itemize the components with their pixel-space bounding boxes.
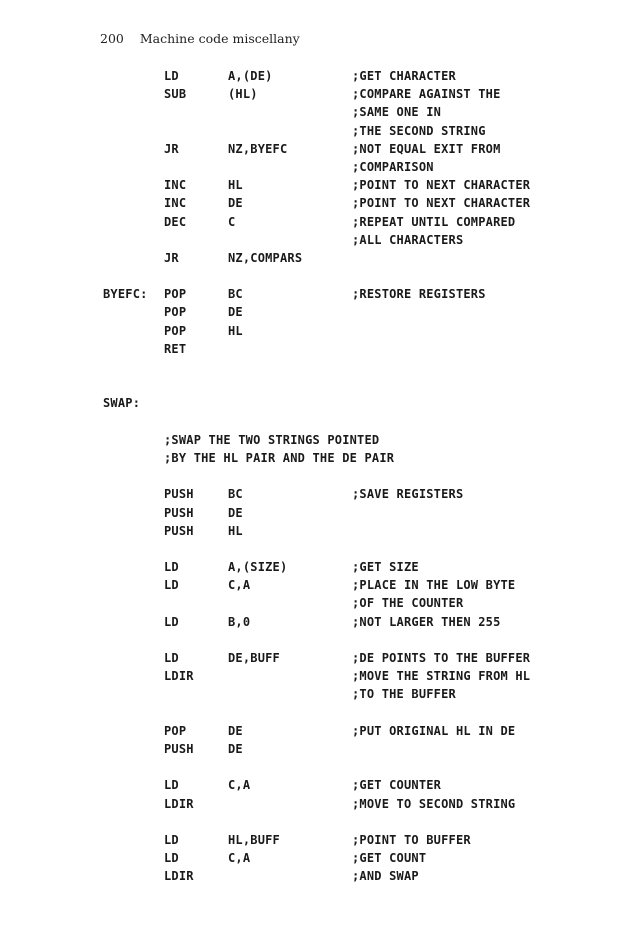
- opcode: PUSH: [164, 741, 194, 756]
- code-line: [0, 849, 630, 867]
- opcode: INC: [164, 196, 187, 211]
- blank-line: [0, 358, 630, 376]
- comment: ;GET COUNTER: [352, 778, 442, 793]
- comment: ;NOT EQUAL EXIT FROM: [352, 141, 501, 156]
- comment: ;ALL CHARACTERS: [352, 232, 464, 247]
- comment: ;POINT TO NEXT CHARACTER: [352, 196, 531, 211]
- comment: ;SAVE REGISTERS: [352, 487, 464, 502]
- opcode: POP: [164, 287, 187, 302]
- operand: DE: [228, 305, 243, 320]
- operand: DE,BUFF: [228, 651, 280, 665]
- comment: ;PUT ORIGINAL HL IN DE: [352, 723, 516, 738]
- code-line: [0, 67, 630, 85]
- opcode: PUSH: [164, 505, 194, 520]
- comment: ;DE POINTS TO THE BUFFER: [352, 651, 531, 665]
- code-line: [0, 303, 630, 321]
- opcode: LDIR: [164, 869, 194, 884]
- opcode: LD: [164, 851, 179, 866]
- code-line: [0, 576, 630, 594]
- operand: DE: [228, 723, 243, 738]
- operand: HL: [228, 323, 243, 338]
- label: BYEFC:: [103, 287, 148, 302]
- comment: ;THE SECOND STRING: [352, 123, 486, 138]
- comment: ;GET COUNT: [352, 851, 427, 866]
- operand: DE: [228, 505, 243, 520]
- code-line: [0, 285, 630, 303]
- code-line: [0, 795, 630, 813]
- blank-line: [0, 376, 630, 394]
- chapter-title: Machine code miscellany: [139, 31, 300, 46]
- operand: DE: [228, 741, 243, 756]
- blank-line: [0, 267, 630, 285]
- opcode: SUB: [164, 87, 187, 102]
- code-line: [0, 831, 630, 849]
- blank-line: [0, 540, 630, 558]
- opcode: LD: [164, 578, 179, 593]
- opcode: POP: [164, 723, 187, 738]
- code-line: [0, 176, 630, 194]
- blank-line: [0, 631, 630, 649]
- opcode: POP: [164, 323, 187, 338]
- operand: BC: [228, 287, 243, 302]
- comment: ;COMPARISON: [352, 159, 434, 174]
- code-line: [0, 231, 630, 249]
- label: SWAP:: [103, 396, 141, 411]
- code-line: [0, 103, 630, 121]
- code-line: [0, 685, 630, 703]
- comment: ;AND SWAP: [352, 869, 419, 884]
- code-line: [0, 740, 630, 758]
- page-header: [100, 31, 300, 46]
- comment: ;POINT TO NEXT CHARACTER: [352, 178, 531, 193]
- opcode: LD: [164, 651, 179, 665]
- code-line: [0, 85, 630, 103]
- operand: (HL): [228, 87, 258, 102]
- comment: ;NOT LARGER THEN 255: [352, 614, 501, 629]
- opcode: LD: [164, 69, 179, 83]
- code-line: [0, 558, 630, 576]
- opcode: RET: [164, 341, 187, 356]
- comment: ;RESTORE REGISTERS: [352, 287, 486, 302]
- comment: ;MOVE THE STRING FROM HL: [352, 669, 531, 684]
- code-line: [0, 722, 630, 740]
- opcode: LDIR: [164, 669, 194, 684]
- opcode: PUSH: [164, 487, 194, 502]
- code-line: [0, 249, 630, 267]
- operand: HL: [228, 178, 243, 193]
- operand: BC: [228, 487, 243, 502]
- comment: ;MOVE TO SECOND STRING: [352, 796, 516, 811]
- comment: ;OF THE COUNTER: [352, 596, 464, 611]
- operand: A,(SIZE): [228, 560, 288, 575]
- comment: ;SAME ONE IN: [352, 105, 442, 120]
- opcode: DEC: [164, 214, 187, 229]
- code-line: [0, 431, 630, 449]
- opcode: JR: [164, 250, 179, 265]
- operand: C,A: [228, 578, 251, 593]
- code-line: [0, 122, 630, 140]
- code-line: [0, 613, 630, 631]
- comment: ;TO THE BUFFER: [352, 687, 456, 702]
- blank-line: [0, 758, 630, 776]
- opcode: INC: [164, 178, 187, 193]
- opcode: LDIR: [164, 796, 194, 811]
- comment: ;POINT TO BUFFER: [352, 832, 471, 847]
- opcode: POP: [164, 305, 187, 320]
- code-line: [0, 213, 630, 231]
- code-line: [0, 194, 630, 212]
- operand: HL: [228, 523, 243, 538]
- operand: NZ,BYEFC: [228, 141, 288, 156]
- blank-line: [0, 704, 630, 722]
- operand: C,A: [228, 778, 251, 793]
- code-line: [0, 140, 630, 158]
- opcode: LD: [164, 778, 179, 793]
- comment: ;GET SIZE: [352, 560, 419, 575]
- operand: DE: [228, 196, 243, 211]
- code-line: [0, 340, 630, 358]
- opcode: LD: [164, 560, 179, 575]
- code-line: [0, 504, 630, 522]
- code-line: [0, 158, 630, 176]
- code-line: [0, 667, 630, 685]
- operand: B,0: [228, 614, 251, 629]
- operand: NZ,COMPARS: [228, 250, 303, 265]
- code-line: [0, 449, 630, 467]
- code-line: [0, 594, 630, 612]
- opcode: JR: [164, 141, 179, 156]
- assembly-listing: [0, 67, 630, 885]
- comment-text: ;BY THE HL PAIR AND THE DE PAIR: [164, 450, 395, 465]
- code-line: [0, 322, 630, 340]
- comment: ;COMPARE AGAINST THE: [352, 87, 501, 102]
- blank-line: [0, 413, 630, 431]
- operand: C,A: [228, 851, 251, 866]
- operand: C: [228, 214, 236, 229]
- code-line: [0, 522, 630, 540]
- blank-line: [0, 467, 630, 485]
- code-line: [0, 867, 630, 885]
- code-line: [0, 485, 630, 503]
- opcode: PUSH: [164, 523, 194, 538]
- blank-line: [0, 813, 630, 831]
- comment-text: ;SWAP THE TWO STRINGS POINTED: [164, 432, 380, 447]
- code-line: [0, 394, 630, 412]
- comment: ;PLACE IN THE LOW BYTE: [352, 578, 516, 593]
- operand: A,(DE): [228, 69, 273, 83]
- comment: ;REPEAT UNTIL COMPARED: [352, 214, 516, 229]
- comment: ;GET CHARACTER: [352, 69, 456, 83]
- operand: HL,BUFF: [228, 832, 280, 847]
- code-line: [0, 776, 630, 794]
- opcode: LD: [164, 832, 179, 847]
- opcode: LD: [164, 614, 179, 629]
- code-line: [0, 649, 630, 667]
- page-number: 200: [100, 31, 124, 46]
